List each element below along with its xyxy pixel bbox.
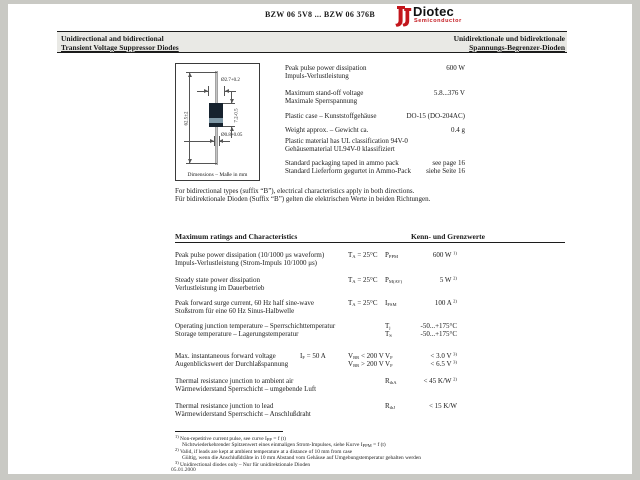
- spec-label-de: Standard Lieferform gegurtet in Ammo-Pack: [285, 166, 411, 175]
- footnote-text-de: Nichtwiederkehrender Spitzenwert eines einmaligen Strom-Impulses, siehe Kurve $I_{PPM} = f$ (t): [182, 442, 386, 449]
- spec-row-standoff-voltage: [285, 90, 465, 105]
- row-condition: $T_A = 25^\circ C$: [348, 251, 378, 259]
- row-condition: $V_{BR} < 200$ V: [348, 352, 384, 360]
- row-extra-condition: $I_F = 50$ A: [300, 352, 326, 360]
- spec-value: see page 16 siehe Seite 16: [426, 159, 465, 175]
- row-value: 600 W $^{1)}$: [432, 250, 457, 259]
- spec-label-en: Standard packaging taped in ammo pack: [285, 159, 399, 167]
- spec-label-en: Plastic material has UL classification 94V-0: [285, 137, 408, 145]
- row-label-en: Operating junction temperature – Sperrschichttemperatur: [175, 322, 336, 330]
- footnote-text-de: Gültig, wenn die Anschlußdrähte in 10 mm Abstand vom Gehäuse auf Umgebungstemperatur gehalten werden: [182, 455, 421, 462]
- spec-value: 5.8...376 V: [433, 89, 465, 97]
- table-row: [175, 300, 467, 315]
- dim-overall-length: 62.5±2: [184, 111, 190, 126]
- drawing-caption: Dimensions – Maße in mm: [187, 172, 248, 178]
- row-symbol: $V_F$: [385, 359, 393, 368]
- footnote-text-en: Valid, if leads are kept at ambient temperature at a distance of 10 mm from case: [179, 449, 353, 455]
- package-drawing: [175, 63, 260, 181]
- row-label-de: Augenblickswert der Durchlaßspannung: [175, 359, 289, 368]
- row-value: < 15 K/W: [428, 402, 457, 410]
- spec-label-en: Weight approx. – Gewicht ca.: [285, 126, 369, 134]
- banner-en-line2: Transient Voltage Suppressor Diodes: [61, 43, 179, 52]
- spec-label-en: Plastic case – Kunststoffgehäuse: [285, 112, 377, 120]
- dim-lead-diameter: Ø0.8+0.05: [221, 133, 243, 138]
- row-label-de: Wärmewiderstand Sperrschicht – Anschlußdraht: [175, 409, 311, 418]
- banner-english: [61, 34, 179, 52]
- row-value: 100 A $^{2)}$: [434, 298, 457, 307]
- footnote-mark: 1): [175, 434, 179, 439]
- spec-label-de: Maximale Sperrspannung: [285, 96, 358, 105]
- row-label-en: Thermal resistance junction to ambient air: [175, 377, 294, 385]
- bidirectional-note-en: For bidirectional types (suffix “B”), electrical characteristics apply in both directions.: [175, 187, 415, 195]
- row-value: 5 W $^{2)}$: [439, 275, 457, 284]
- row-symbol: $I_{FSM}$: [385, 299, 397, 307]
- datasheet-page: [8, 4, 632, 474]
- row-symbol: $T_S$: [385, 329, 392, 338]
- banner-en-line1: Unidirectional and bidirectional: [61, 34, 164, 43]
- row-value: -50...+175°C: [420, 329, 457, 338]
- banner-german: [454, 34, 565, 52]
- spec-label-en: Peak pulse power dissipation: [285, 64, 367, 72]
- spec-value: 0.4 g: [451, 126, 465, 134]
- banner-de-line2: Spannungs-Begrenzer-Dioden: [469, 43, 565, 52]
- row-label-de: Impuls-Verlustleistung (Strom-Impuls 10/1000 μs): [175, 258, 317, 267]
- row-symbol: $R_{thA}$: [385, 377, 397, 385]
- row-label-de: Storage temperature – Lagerungstemperatur: [175, 329, 299, 338]
- row-label-en: Peak forward surge current, 60 Hz half sine-wave: [175, 299, 315, 307]
- row-symbol: $V_F$: [385, 352, 393, 360]
- spec-row-peak-pulse-power: [285, 65, 465, 80]
- row-condition: $T_A = 25^\circ C$: [348, 276, 378, 284]
- diotec-logo: [393, 4, 473, 31]
- footnote-text-en: Unidirectional diodes only – Nur für unidirektionale Dioden: [180, 462, 311, 468]
- spec-row-ul-classification: [285, 138, 465, 153]
- spec-label-de: Impuls-Verlustleistung: [285, 71, 349, 80]
- banner-de-line1: Unidirektionale und bidirektionale: [453, 34, 565, 43]
- spec-value: 600 W: [446, 64, 465, 72]
- footnote-separator: [175, 431, 283, 432]
- spec-row-weight: [285, 127, 465, 135]
- spec-value: DO-15 (DO-204AC): [406, 112, 465, 120]
- banner-band: [57, 31, 567, 53]
- row-symbol: $P_{M(AV)}$: [385, 276, 403, 284]
- row-value: -50...+175°C: [420, 322, 457, 330]
- cathode-band: [209, 118, 223, 123]
- row-condition: $V_{BR} > 200$ V: [348, 359, 384, 368]
- dim-body-diameter: Ø2.7+0.2: [221, 78, 240, 83]
- row-label-en: Steady state power dissipation: [175, 276, 260, 284]
- row-symbol: $T_j$: [385, 322, 391, 330]
- diode-body: [209, 103, 223, 127]
- table-row: [175, 378, 467, 393]
- row-label-en: Peak pulse power dissipation (10/1000 μs waveform): [175, 251, 325, 259]
- table-header-left: Maximum ratings and Characteristics: [175, 232, 298, 241]
- row-value: < 6.5 V $^{3)}$: [430, 359, 457, 368]
- row-symbol: $R_{thJ}$: [385, 402, 396, 410]
- row-label-de: Verlustleistung im Dauerbetrieb: [175, 283, 265, 292]
- spec-label-de: Gehäusematerial UL94V-0 klassifiziert: [285, 144, 395, 153]
- bidirectional-note-de: Für bidirektionale Dioden (Suffix “B”) gelten die elektrischen Werte in beiden Richtungen.: [175, 195, 431, 203]
- table-row: [175, 277, 467, 292]
- table-row: [175, 353, 467, 368]
- footnote-mark: 2): [175, 447, 179, 452]
- row-label-en: Thermal resistance junction to lead: [175, 402, 274, 410]
- table-header-right: Kenn- und Grenzwerte: [410, 232, 485, 241]
- table-row: [175, 403, 467, 418]
- table-row: [175, 323, 467, 338]
- logo-tagline: Semiconductor: [414, 18, 462, 24]
- table-row: [175, 252, 467, 267]
- spec-label-en: Maximum stand-off voltage: [285, 89, 364, 97]
- dim-body-length: 7.2-0.5: [234, 108, 240, 123]
- row-label-en: Max. instantaneous forward voltage: [175, 352, 276, 360]
- diotec-logo-icon: [393, 5, 412, 29]
- row-value: < 3.0 V $^{3)}$: [430, 351, 457, 360]
- spec-row-packaging: [285, 160, 465, 175]
- row-label-de: Wärmewiderstand Sperrschicht – umgebende Luft: [175, 384, 317, 393]
- spec-row-case: [285, 113, 465, 121]
- page-title: BZW 06 5V8 ... BZW 06 376B: [265, 10, 375, 19]
- row-symbol: $P_{PPM}$: [385, 251, 399, 259]
- footnote-text-en: Non-repetitive current pulse, see curve $I_{PP} = f$ (t): [180, 436, 286, 442]
- footnote-mark: 3): [175, 460, 179, 465]
- revision-date: 05.01.2000: [171, 467, 196, 473]
- row-value: < 45 K/W $^{2)}$: [423, 376, 457, 385]
- row-label-de: Stoßstrom für eine 60 Hz Sinus-Halbwelle: [175, 306, 295, 315]
- row-condition: $T_A = 25^\circ C$: [348, 299, 378, 307]
- table-header-rule: [175, 242, 565, 243]
- logo-name: Diotec: [413, 4, 454, 19]
